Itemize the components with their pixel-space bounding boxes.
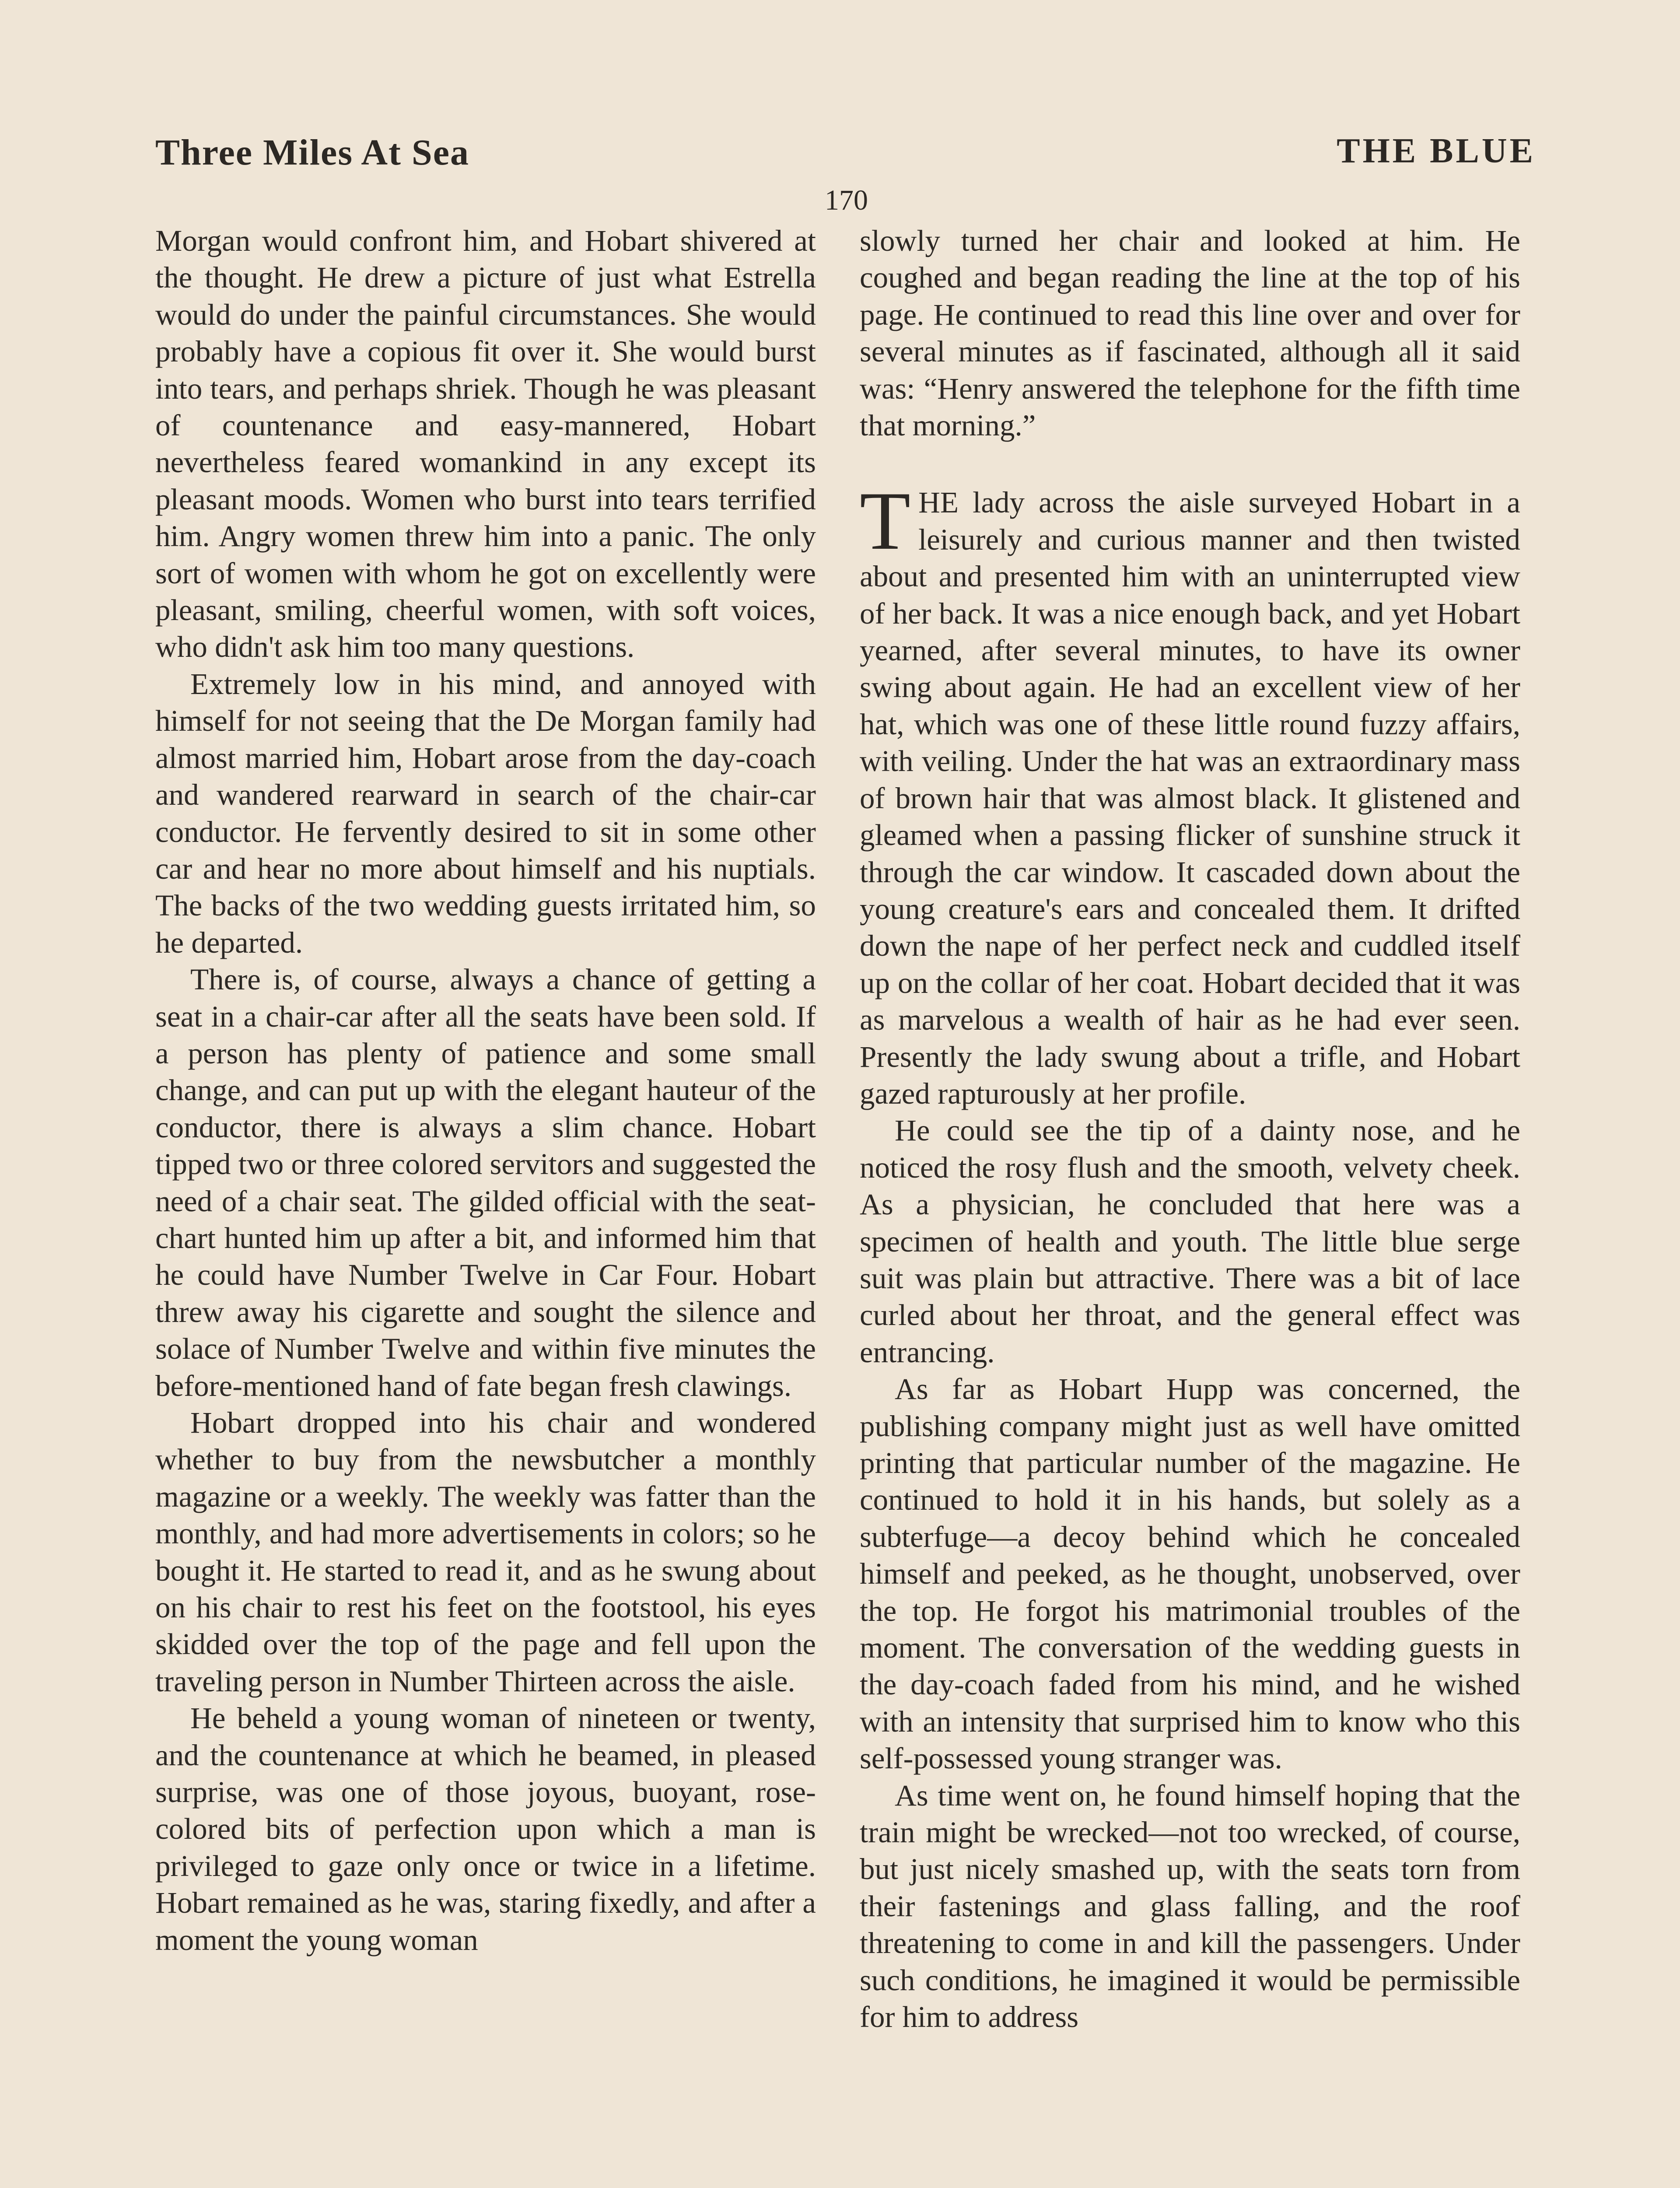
paragraph: Extremely low in his mind, and annoyed with himself for not seeing that the De Morgan family had almost married him, Hobart arose from the day-coach and wandered rearward in search of the chair-car conductor. He fervently desired to sit in some other car and hear no more about himself and his nuptials. The backs of the two wedding guests irritated him, so he departed. bbox=[155, 667, 816, 959]
left-column bbox=[155, 222, 816, 1958]
section-opening-text: HE lady across the aisle surveyed Hobart in a leisurely and curious manner and then twisted about and presented him with an uninterrupted view of her back. It was a nice enough back, and yet Hobart yearned, after several minutes, to have its owner swing about again. He had an excellent view of her hat, which was one of these little round fuzzy affairs, with veiling. Under the hat was an extraordinary mass of brown hair that was almost black. It glistened and gleamed when a passing flicker of sunshine struck it through the car window. It cascaded down about the young creature's ears and concealed them. It drifted down the nape of her perfect neck and cuddled itself up on the collar of her coat. Hobart decided that it was as marvelous a wealth of hair as he had ever seen. Presently the lady swung about a trifle, and Hobart gazed rapturously at her profile. bbox=[860, 486, 1520, 1110]
running-header bbox=[155, 131, 1536, 188]
paragraph: Hobart dropped into his chair and wondered whether to buy from the newsbutcher a monthly magazine or a weekly. The weekly was fatter than the monthly, and had more advertisements in colors; so he bought it. He started to read it, and as he swung about on his chair to rest his feet on the footstool, his eyes skidded over the top of the page and fell upon the traveling person in Number Thirteen across the aisle. bbox=[155, 1406, 816, 1698]
paragraph: As far as Hobart Hupp was concerned, the publishing company might just as well have omitted printing that particular number of the magazine. He continued to hold it in his hands, but solely as a subterfuge—a decoy behind which he concealed himself and peeked, as he thought, unobserved, over the top. He forgot his matrimonial troubles of the moment. The conversation of the wedding guests in the day-coach faded from his mind, and he wished with an intensity that surprised him to know who this self-possessed young stranger was. bbox=[860, 1372, 1520, 1775]
drop-cap: T bbox=[860, 475, 911, 568]
section-opening-paragraph bbox=[860, 475, 1520, 1112]
paragraph: Morgan would confront him, and Hobart shivered at the thought. He drew a picture of just what Estrella would do under the painful circumstances. She would probably have a copious fit over it. She would burst into tears, and perhaps shriek. Though he was pleasant of countenance and easy-mannered, Hobart nevertheless feared womankind in any except its pleasant moods. Women who burst into tears terrified him. Angry women threw him into a panic. The only sort of women with whom he got on excellently were pleasant, smiling, cheerful women, with soft voices, who didn't ask him too many questions. bbox=[155, 224, 816, 664]
paragraph: He beheld a young woman of nineteen or twenty, and the countenance at which he beamed, in pleased surprise, was one of those joyous, buoyant, rose-colored bits of perfection upon which a man is privileged to gaze only once or twice in a lifetime. Hobart remained as he was, staring fixedly, and after a moment the young woman bbox=[155, 1701, 816, 1957]
magazine-title: THE BLUE bbox=[1337, 132, 1536, 170]
paragraph: As time went on, he found himself hoping that the train might be wrecked—not too wrecked, of course, but just nicely smashed up, with the seats torn from their fastenings and glass falling, and the roof threatening to come in and kill the passengers. Under such conditions, he imagined it would be permissible for him to address bbox=[860, 1778, 1520, 2034]
story-title: Three Miles At Sea bbox=[155, 132, 470, 173]
paragraph: There is, of course, always a chance of getting a seat in a chair-car after all the seats have been sold. If a person has plenty of patience and some small change, and can put up with the elegant hauteur of the conductor, there is always a slim chance. Hobart tipped two or three colored servitors and suggested the need of a chair seat. The gilded official with the seat-chart hunted him up after a bit, and informed him that he could have Number Twelve in Car Four. Hobart threw away his cigarette and sought the silence and solace of Number Twelve and within five minutes the before-mentioned hand of fate began fresh clawings. bbox=[155, 963, 816, 1403]
page-number: 170 bbox=[825, 184, 868, 216]
right-column bbox=[860, 222, 1520, 2036]
paragraph: He could see the tip of a dainty nose, and he noticed the rosy flush and the smooth, velvety cheek. As a physician, he concluded that here was a specimen of health and youth. The little blue serge suit was plain but attractive. There was a bit of lace curled about her throat, and the general effect was entrancing. bbox=[860, 1114, 1520, 1369]
paragraph: slowly turned her chair and looked at him. He coughed and began reading the line at the top of his page. He continued to read this line over and over for several minutes as if fascinated, although all it said was: “Henry answered the telephone for the fifth time that morning.” bbox=[860, 224, 1520, 442]
